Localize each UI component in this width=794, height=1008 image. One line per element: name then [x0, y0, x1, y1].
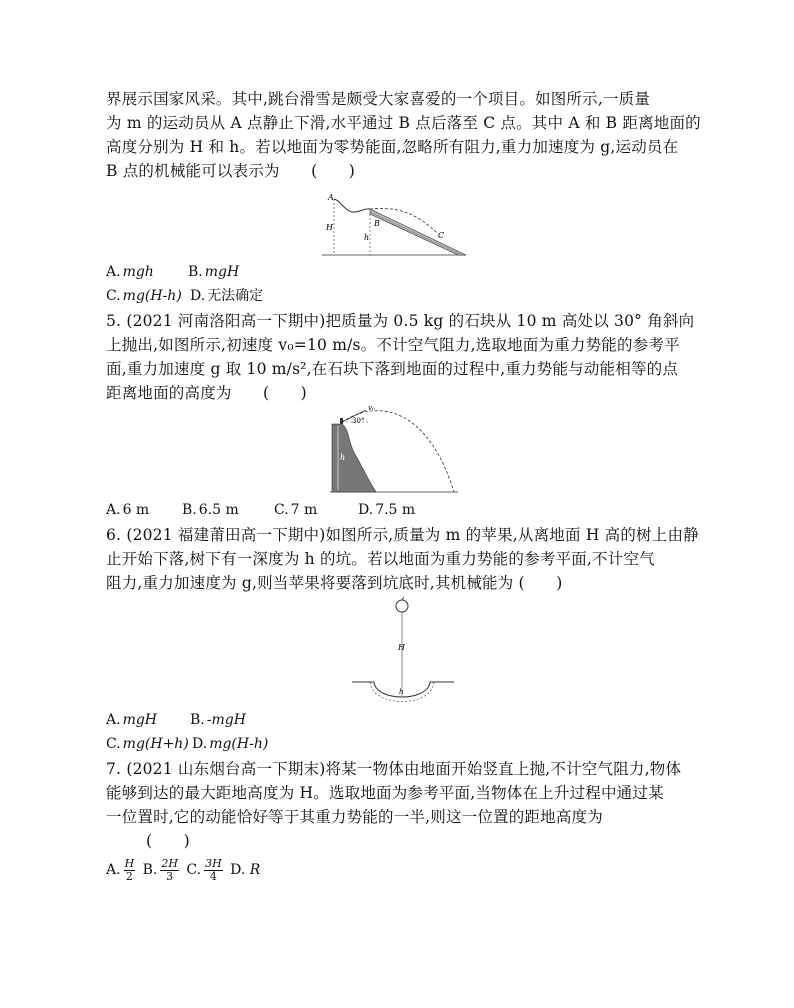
q6-fig-label-h: h: [399, 688, 404, 696]
numerator: 3H: [205, 856, 222, 870]
option-text: 7 m: [290, 502, 318, 518]
option-text: mg(H+h): [122, 736, 189, 752]
option-key: C.: [186, 862, 202, 878]
option-key: D.: [192, 736, 208, 752]
q7-option-d[interactable]: [230, 862, 260, 878]
fraction: [204, 858, 223, 883]
q4-option-a[interactable]: [106, 262, 154, 282]
q6-line-1: 6. (2021 福建莆田高一下期中)如图所示,质量为 m 的苹果,从离地面 H 高的树上由静: [106, 526, 699, 544]
option-text: -mgH: [206, 712, 246, 728]
q4-option-d[interactable]: [190, 286, 263, 306]
option-key: B.: [188, 264, 203, 280]
q4-option-c[interactable]: [106, 286, 182, 306]
q6-fig-label-H: H: [398, 643, 405, 652]
q6-option-d[interactable]: [192, 734, 268, 754]
q4-option-b[interactable]: [188, 262, 239, 282]
option-text: 无法确定: [207, 288, 264, 304]
option-text: mg(H-h): [122, 288, 182, 304]
q5-fig-label-angle: 30°: [352, 417, 365, 425]
option-text: mgh: [122, 264, 154, 280]
option-key: B.: [142, 862, 158, 878]
option-key: C.: [106, 288, 121, 304]
numerator: H: [124, 856, 135, 870]
q6-line-2: 止开始下落,树下有一深度为 h 的坑。若以地面为重力势能的参考平面,不计空气: [106, 550, 655, 568]
option-text: mgH: [204, 264, 240, 280]
q6-option-a[interactable]: [106, 710, 157, 730]
q6-option-b[interactable]: [190, 710, 246, 730]
option-key: B.: [190, 712, 205, 728]
q6-apple-pit-figure: [350, 596, 456, 708]
q4-fig-label-c: C: [438, 231, 445, 240]
q4-line-1: 界展示国家风采。其中,跳台滑雪是颇受大家喜爱的一个项目。如图所示,一质量: [106, 90, 651, 108]
option-text: R: [249, 862, 261, 878]
q4-fig-label-a: A: [328, 193, 334, 202]
q5-projectile-figure: [328, 404, 460, 494]
option-key: A.: [106, 712, 121, 728]
q7-option-a[interactable]: [106, 856, 138, 883]
option-key: C.: [274, 502, 289, 518]
option-key: D.: [190, 288, 206, 304]
q5-fig-label-v0: v₀: [368, 404, 375, 412]
q7-option-c[interactable]: [186, 856, 225, 883]
denominator: 3: [166, 869, 174, 883]
q7-options-row: [106, 856, 260, 884]
q4-line-3: 高度分别为 H 和 h。若以地面为零势能面,忽略所有阻力,重力加速度为 g,运动员在: [106, 138, 679, 156]
option-key: D.: [358, 502, 374, 518]
option-key: D.: [230, 862, 246, 878]
q5-fig-label-h: h: [340, 453, 346, 462]
q7-line-2: 能够到达的最大距地高度为 H。选取地面为参考平面,当物体在上升过程中通过某: [106, 784, 664, 802]
option-key: A.: [106, 862, 121, 878]
q4-line-4: B 点的机械能可以表示为 ( ): [106, 162, 356, 180]
option-text: 7.5 m: [375, 502, 416, 518]
q7-line-1: 7. (2021 山东烟台高一下期末)将某一物体由地面开始竖直上抛,不计空气阻力,物体: [106, 760, 682, 778]
option-key: A.: [106, 264, 121, 280]
q4-fig-label-b: B: [374, 219, 380, 228]
q6-option-c[interactable]: [106, 734, 189, 754]
q5-option-b[interactable]: [182, 500, 239, 520]
option-text: 6.5 m: [198, 502, 239, 518]
q4-ski-jump-figure: [318, 192, 470, 258]
option-text: mg(H-h): [209, 736, 269, 752]
q7-line-4: ( ): [146, 832, 190, 850]
denominator: 2: [125, 869, 133, 883]
q4-fig-label-h: h: [364, 233, 370, 242]
q6-line-3: 阻力,重力加速度为 g,则当苹果将要落到坑底时,其机械能为 ( ): [106, 574, 563, 592]
q5-option-c[interactable]: [274, 500, 317, 520]
fraction: [160, 858, 179, 883]
q7-option-b[interactable]: [142, 856, 182, 883]
fraction: [124, 858, 136, 883]
option-key: B.: [182, 502, 197, 518]
option-text: 6 m: [122, 502, 150, 518]
q5-line-1: 5. (2021 河南洛阳高一下期中)把质量为 0.5 kg 的石块从 10 m 高处以 30° 角斜向: [106, 312, 695, 330]
denominator: 4: [209, 869, 217, 883]
q4-fig-label-H: H: [326, 223, 333, 232]
q7-line-3: 一位置时,它的动能恰好等于其重力势能的一半,则这一位置的距地高度为: [106, 808, 603, 826]
q5-line-2: 上抛出,如图所示,初速度 v₀=10 m/s。不计空气阻力,选取地面为重力势能的参考平: [106, 336, 680, 354]
q4-line-2: 为 m 的运动员从 A 点静止下滑,水平通过 B 点后落至 C 点。其中 A 和 B 距离地面的: [106, 114, 701, 132]
q5-line-4: 距离地面的高度为 ( ): [106, 384, 307, 402]
numerator: 2H: [161, 856, 178, 870]
q5-line-3: 面,重力加速度 g 取 10 m/s²,在石块下落到地面的过程中,重力势能与动能相等的点: [106, 360, 679, 378]
q5-option-d[interactable]: [358, 500, 415, 520]
option-key: A.: [106, 502, 121, 518]
q5-option-a[interactable]: [106, 500, 149, 520]
option-key: C.: [106, 736, 121, 752]
option-text: mgH: [122, 712, 158, 728]
